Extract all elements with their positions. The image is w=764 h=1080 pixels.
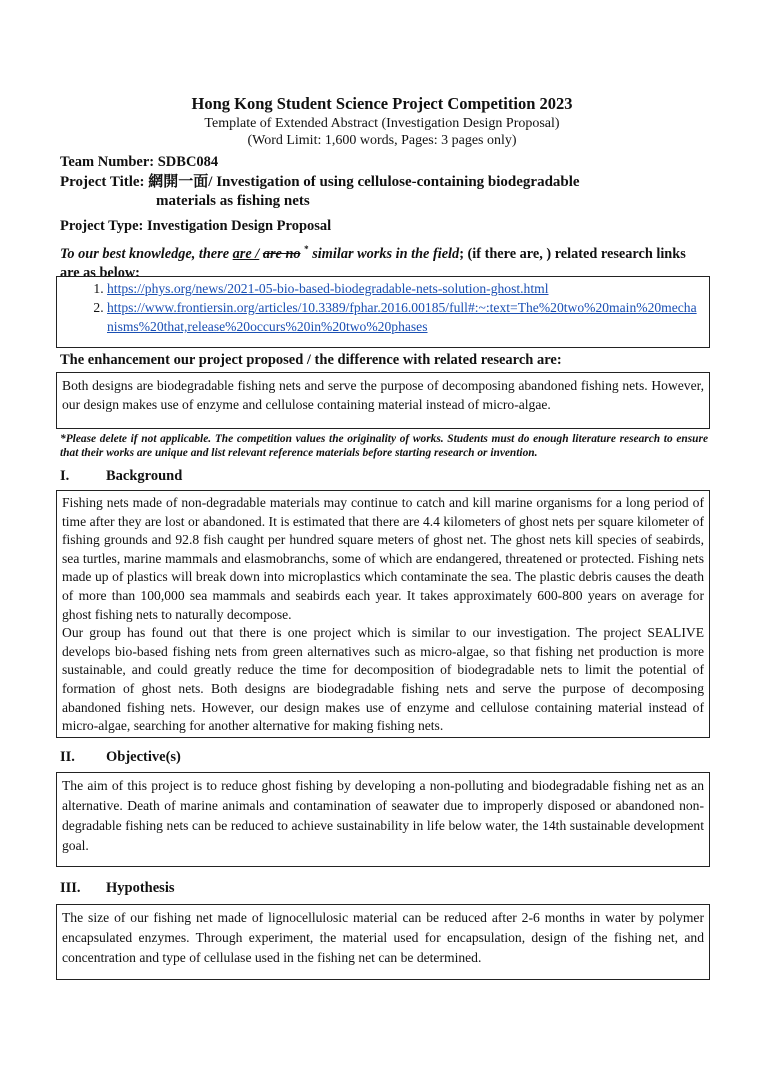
- hypothesis-number: III.: [60, 880, 81, 896]
- related-link-item: [107, 298, 701, 336]
- related-links-box: [56, 276, 710, 348]
- knowledge-mid: similar works in the field: [308, 245, 460, 262]
- background-title: Background: [106, 468, 183, 484]
- knowledge-star: *: [304, 244, 309, 254]
- background-paragraph-2: Our group has found out that there is one project which is similar to our investigation. The project SEALIVE develops bio-based fishing nets from green alternatives such as micro-algae, so that fishing net production is more sustainable, and could greatly reduce the time for decomposition of biodegradable nets to limit the potential of formation of ghost nets. Both designs are biodegradable fishing nets and serve the purpose of decomposing abandoned fishing nets. However, our design makes use of enzyme and cellulose containing material instead of micro-algae, searching for another alternative for making fishing nets.: [62, 625, 704, 734]
- related-links-list: [83, 279, 701, 336]
- team-number: Team Number: SDBC084: [60, 154, 219, 170]
- hypothesis-title: Hypothesis: [106, 880, 175, 896]
- background-heading: [60, 468, 182, 485]
- background-number: I.: [60, 468, 70, 484]
- objective-title: Objective(s): [106, 749, 181, 765]
- enhancement-heading: The enhancement our project proposed / the difference with related research are:: [60, 352, 562, 368]
- project-title-line1: Project Title: 網開一面/ Investigation of using cellulose-containing biodegradable: [60, 174, 580, 190]
- project-title-line2: materials as fishing nets: [156, 193, 310, 209]
- knowledge-prefix: To our best knowledge, there: [60, 245, 233, 262]
- knowledge-suffix: ; (if there are, ) related research links are as below:: [60, 245, 686, 281]
- hypothesis-box: The size of our fishing net made of lignocellulosic material can be reduced after 2-6 months in water by polymer encapsulated enzymes. Through experiment, the material used for encapsulation, design of the fishing net, and concentration and type of cellulase used in the fishing net can be determined.: [56, 904, 710, 980]
- objective-box: The aim of this project is to reduce ghost fishing by developing a non-polluting and biodegradable fishing net as an alternative. Death of marine animals and contamination of seawater due to improperly disposed or abandoned non-degradable fishing nets can be reduced to achieve sustainability in life below water, the 14th sustainable development goal.: [56, 772, 710, 867]
- related-link-2[interactable]: https://www.frontiersin.org/articles/10.3389/fphar.2016.00185/full#:~:text=The%20two%20main%20mechanisms%20that,release%20occurs%20in%20two%20phases: [107, 300, 697, 334]
- related-link-1[interactable]: https://phys.org/news/2021-05-bio-based-biodegradable-nets-solution-ghost.html: [107, 281, 549, 296]
- background-box: [56, 490, 710, 738]
- knowledge-are-no: are no: [262, 245, 301, 262]
- document-title: Hong Kong Student Science Project Competition 2023: [191, 94, 573, 113]
- word-limit: (Word Limit: 1,600 words, Pages: 3 pages only): [247, 133, 517, 148]
- footnote: *Please delete if not applicable. The competition values the originality of works. Students must do enough literature research to ensure that their works are unique and list relevant reference materials before starting research or invention.: [60, 433, 708, 459]
- project-title: [60, 173, 700, 211]
- hypothesis-heading: [60, 880, 175, 897]
- enhancement-box: Both designs are biodegradable fishing nets and serve the purpose of decomposing abandoned fishing nets. However, our design makes use of enzyme and cellulose containing material instead of micro-algae.: [56, 372, 710, 429]
- objective-heading: [60, 749, 181, 766]
- knowledge-are: are /: [232, 245, 260, 262]
- document-subtitle: Template of Extended Abstract (Investigation Design Proposal): [204, 116, 560, 131]
- background-paragraph-1: Fishing nets made of non-degradable materials may continue to catch and kill marine organisms for a long period of time after they are lost or abandoned. It is estimated that there are 4.4 kilometers of ghost nets per square kilometer of fishing grounds and 92.8 fish caught per hundred square meters of ghost net. The ghost nets kill species of seabirds, sea turtles, marine mammals and elasmobranchs, some of which are endangered, threatened or protected. Fishing nets made up of plastics will break down into microplastics which contaminate the sea. The plastic debris causes the death of more than 100,000 sea mammals and seabirds each year. It takes approximately 600-800 years on average for ghost fishing nets to naturally decompose.: [62, 495, 704, 622]
- related-link-item: [107, 279, 701, 298]
- project-type: Project Type: Investigation Design Proposal: [60, 218, 332, 234]
- objective-number: II.: [60, 749, 75, 765]
